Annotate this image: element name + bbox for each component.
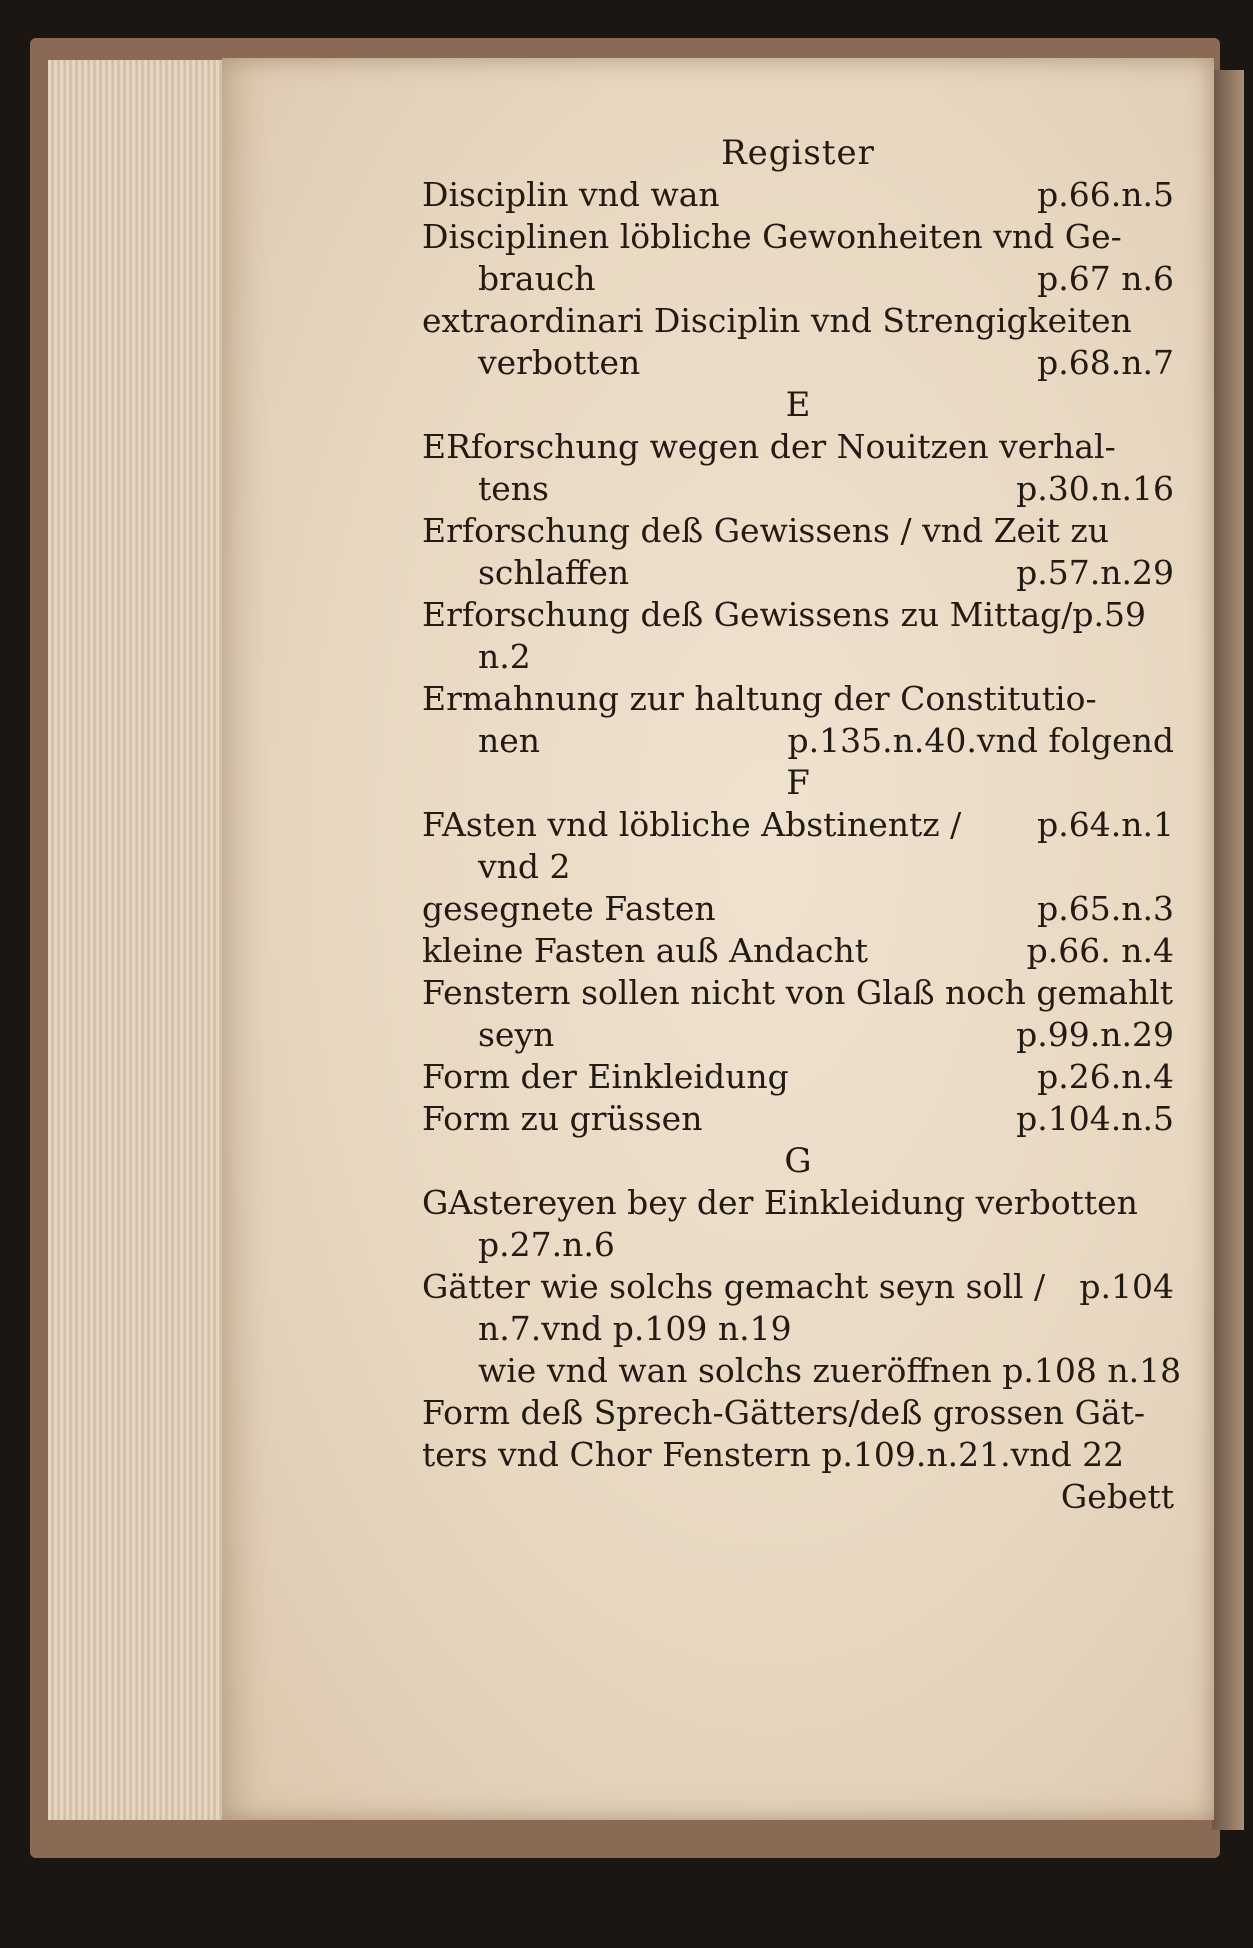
entry-page-reference: p.68.n.7: [1037, 343, 1174, 382]
register-entry: [422, 1392, 1174, 1434]
entry-page-reference: p.67 n.6: [1037, 259, 1174, 298]
entry-text: tens: [478, 469, 549, 508]
register-entry: [422, 426, 1174, 468]
register-entry-continuation: [422, 1308, 1174, 1350]
section-letter: E: [785, 385, 811, 425]
entry-text: nen: [478, 721, 541, 760]
entry-page-reference: p.66. n.4: [1026, 931, 1174, 970]
entry-text: Form der Einkleidung: [422, 1057, 789, 1096]
entry-text: kleine Fasten auß Andacht: [422, 931, 869, 970]
register-text: [422, 132, 1182, 1518]
entry-text: n.7.vnd p.109 n.19: [478, 1309, 792, 1348]
register-entry-continuation: [422, 468, 1174, 510]
entry-page-reference: p.104.n.5: [1016, 1099, 1174, 1138]
entry-text: p.27.n.6: [478, 1225, 615, 1264]
entry-page-reference: p.99.n.29: [1016, 1015, 1174, 1054]
entry-text: Erforschung deß Gewissens / vnd Zeit zu: [422, 511, 1109, 550]
entry-text: Disciplin vnd wan: [422, 175, 720, 214]
register-entry: [422, 804, 1174, 846]
next-leaf-edge: [1212, 70, 1244, 1830]
register-entry: [422, 1434, 1174, 1476]
entry-text: seyn: [478, 1015, 555, 1054]
entry-page-reference: p.65.n.3: [1037, 889, 1174, 928]
register-entry: [422, 300, 1174, 342]
register-entry-continuation: [422, 1014, 1174, 1056]
register-entry-continuation: [422, 342, 1174, 384]
register-entry-continuation: [422, 258, 1174, 300]
register-entry: [422, 1266, 1174, 1308]
register-entry: [422, 1098, 1174, 1140]
entry-text: ters vnd Chor Fenstern p.109.n.21.vnd 22: [422, 1435, 1125, 1474]
register-entry-continuation: [422, 720, 1174, 762]
register-entry: [422, 678, 1174, 720]
entry-text: Form zu grüssen: [422, 1099, 703, 1138]
entry-text: Gätter wie solchs gemacht seyn soll /: [422, 1267, 1046, 1306]
entry-text: wie vnd wan solchs zueröffnen p.108 n.18: [478, 1351, 1182, 1390]
entry-text: Form deß Sprech-Gätters/deß grossen Gät-: [422, 1393, 1146, 1432]
register-entry: [422, 888, 1174, 930]
catchword: Gebett: [1060, 1477, 1174, 1516]
entry-text: verbotten: [478, 343, 641, 382]
entry-text: brauch: [478, 259, 596, 298]
entry-text: Fenstern sollen nicht von Glaß noch gemahlt: [422, 973, 1174, 1012]
entry-text: gesegnete Fasten: [422, 889, 716, 928]
entry-text: FAsten vnd löbliche Abstinentz /: [422, 805, 962, 844]
entry-page-reference: p.104: [1079, 1267, 1174, 1306]
running-head: Register: [721, 133, 875, 173]
register-entry: [422, 174, 1174, 216]
register-entry: [422, 972, 1174, 1014]
register-entry-continuation: [422, 636, 1174, 678]
register-entry-continuation: [422, 552, 1174, 594]
entry-page-reference: p.26.n.4: [1037, 1057, 1174, 1096]
section-letter: F: [786, 763, 810, 803]
register-entry: [422, 1056, 1174, 1098]
section-letter: G: [784, 1141, 812, 1181]
entry-text: Erforschung deß Gewissens zu Mittag/p.59: [422, 595, 1146, 634]
register-entry: [422, 510, 1174, 552]
entry-page-reference: p.57.n.29: [1016, 553, 1174, 592]
entry-text: extraordinari Disciplin vnd Strengigkeiten: [422, 301, 1132, 340]
register-entry-continuation: [422, 846, 1174, 888]
entry-text: schlaffen: [478, 553, 630, 592]
register-entry: [422, 594, 1174, 636]
entry-text: Disciplinen löbliche Gewonheiten vnd Ge-: [422, 217, 1122, 256]
register-entry: [422, 930, 1174, 972]
page-edges: [48, 60, 225, 1820]
entry-text: ERforschung wegen der Nouitzen verhal-: [422, 427, 1116, 466]
register-entry: [422, 216, 1174, 258]
register-entries: [422, 174, 1182, 1476]
entry-text: Ermahnung zur haltung der Constitutio-: [422, 679, 1097, 718]
register-entry-continuation: [422, 1224, 1174, 1266]
register-entry: [422, 1182, 1174, 1224]
entry-page-reference: p.66.n.5: [1037, 175, 1174, 214]
entry-text: n.2: [478, 637, 531, 676]
entry-page-reference: p.30.n.16: [1016, 469, 1174, 508]
entry-text: vnd 2: [478, 847, 571, 886]
entry-page-reference: p.64.n.1: [1037, 805, 1174, 844]
register-entry-continuation: [422, 1350, 1182, 1392]
entry-text: GAstereyen bey der Einkleidung verbotten: [422, 1183, 1138, 1222]
entry-page-reference: p.135.n.40.vnd folgend: [787, 721, 1174, 760]
